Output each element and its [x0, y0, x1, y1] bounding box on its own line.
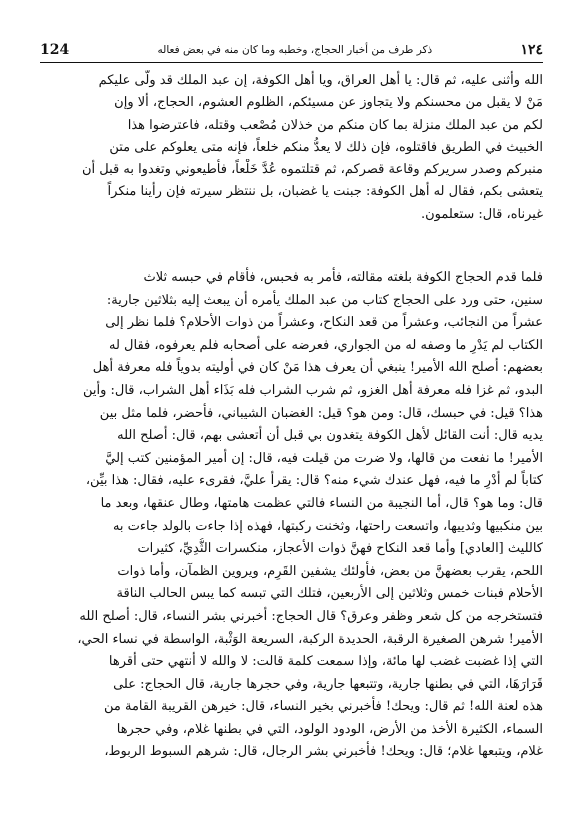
- text-line: التي إذا غضبت غضب لها مائة، وإذا سمعت كلمة قالت: لا والله لا أنتهي حتى أقرها: [108, 654, 543, 670]
- text-line: غلام، ويتبعها غلام؛ قال: ويحك! فأخبرني بشر الرجال، قال: شرهم السبوط الربوط،: [104, 744, 543, 760]
- text-line: كتاباً لم أدْرِ ما فيه، فهل عندك شيء منه؟ قال: يقرأ عليَّ، فقرىء عليه، فقال: هذا بيِّن،: [85, 473, 543, 489]
- text-line: عشراً من النجائب، وعشراً من قعد النكاح، وعشراً من ذوات الأحلام؟ فلما نظر إلى: [105, 315, 543, 331]
- text-line: الأمير! شرهن الصغيرة الرقبة، الحديدة الركبة، السريعة الوَثْبة، الواسطة في نساء الحي،: [77, 631, 543, 647]
- text-line: فلما قدم الحجاج الكوفة بلغته مقالته، فأمر به فحبس، فأقام في حبسه ثلاث: [143, 270, 543, 285]
- text-line: بعضهم: أصلح الله الأمير! ينبغي أن يعرف هذا مَنْ كان في أوليته بدوياً فله معرفة أهل: [92, 360, 543, 376]
- text-line: هذا؟ قيل: في حبسك، قال: ومن هو؟ قيل: الغضبان الشيباني، فأحضر، فلما مثل بين: [99, 405, 543, 421]
- page-number-latin: 124: [40, 41, 70, 58]
- text-line: الخبيث في الطريق فاقتلوه، فإن ذلك لا يعدُّ منكم خلعاً، فإنه متى يعلوكم على متن: [109, 139, 543, 155]
- text-line: كالليث [العادي] وأما قعد النكاح فهنَّ ذوات الأعجاز، منكسرات الثُّدِيِّ، كثيرات: [137, 541, 543, 557]
- text-line: لكم من عبد الملك منزلة بما كان منكم من خذلان مُصْعب وقتله، فاعترضوا هذا: [127, 117, 543, 133]
- text-line: البدو، ثم غزا فله معرفة أهل الغزو، ثم شرب الشراب فله بَذَاء أهل الشراب، قال: وأين: [82, 382, 543, 398]
- text-line: الكتاب لم يَدْرِ ما وصفه له من الجواري، فعرضه على أصحابه فلم يعرفوه، فقال له: [108, 337, 543, 353]
- text-line: بين منكبيها وثدييها، واتسعت راحتها، وثخنت ركبتها، فهذه إذا جاءت بالولد جاءت به: [112, 518, 543, 534]
- text-line: يتعشى بكم، فقال له أهل الكوفة: جبنت يا غضبان، بل ننتظر سيرته فإن رأينا منكراً: [107, 184, 543, 200]
- text-line: السماء، الكثيرة الأخذ من الأرض، الودود الولود، التي في بطنها غلام، وفي حجرها: [116, 721, 543, 737]
- text-line: قال: وما هو؟ قال، أما النجيبة من النساء فالتي عظمت هامتها، وطال عنقها، وبعد ما: [100, 495, 543, 511]
- text-line: فتستخرجه من كل شعر وظفر وعرق؟ قال الحجاج: أخبرني بشر النساء، قال: أصلح الله: [79, 608, 543, 624]
- text-line: الله وأثنى عليه، ثم قال: يا أهل العراق، ويا أهل الكوفة، إن عبد الملك قد ولّى عليكم: [98, 73, 543, 88]
- text-line: سنين، حتى ورد على الحجاج كتاب من عبد الملك يأمره أن يبعث إليه بثلاثين جارية:: [106, 292, 543, 308]
- running-title: ذكر طرف من أخبار الحجاج، وخطبه وما كان منه في بعض فعاله: [157, 43, 433, 56]
- text-line: الأمير! ما نفعت من قالها، ولا ضرت من قيلت فيه، قال: إن أمير المؤمنين كتب إليَّ: [105, 450, 543, 466]
- paragraph-2: [40, 267, 543, 764]
- text-line: غيرناه، قال: ستعلمون.: [420, 206, 543, 222]
- text-line: يديه قال: أنت القائل لأهل الكوفة يتغدون بي قبل أن أتعشى بهم، قال: أصلح الله: [117, 428, 543, 444]
- text-line: الأحلام فبنات خمس وثلاثين إلى الأربعين، فتلك التي تبسه كما يبس الحالب الناقة: [116, 586, 543, 602]
- text-line: اللحم، يقرب بعضهنَّ من بعض، فأولئك يشفين القَرِم، ويروين الظمآن، وأما ذوات: [117, 563, 543, 579]
- text-line: قَرَارَهَا، التي في بطنها جارية، وتتبعها جارية، وفي حجرها جارية، قال الحجاج: على: [113, 676, 543, 692]
- paragraph-1: [40, 70, 543, 226]
- page-number-arabic: ١٢٤: [520, 41, 543, 58]
- text-line: هذه لعنة الله! ثم قال: ويحك! فأخبرني بخير النساء، قال: خيرهن القريبة القامة من: [104, 699, 543, 715]
- running-header: [40, 40, 543, 63]
- text-line: منبركم وصدر سريركم وقاعة قصركم، ثم قتلتموه عُدَّ خَلْعاً، فأطيعوني وتغدوا به قبل أن: [81, 162, 543, 178]
- text-line: مَنْ لا يقبل من محسنكم ولا يتجاوز عن مسيئكم، الظلوم العشوم، الحجاج، ألا وإن: [114, 95, 543, 111]
